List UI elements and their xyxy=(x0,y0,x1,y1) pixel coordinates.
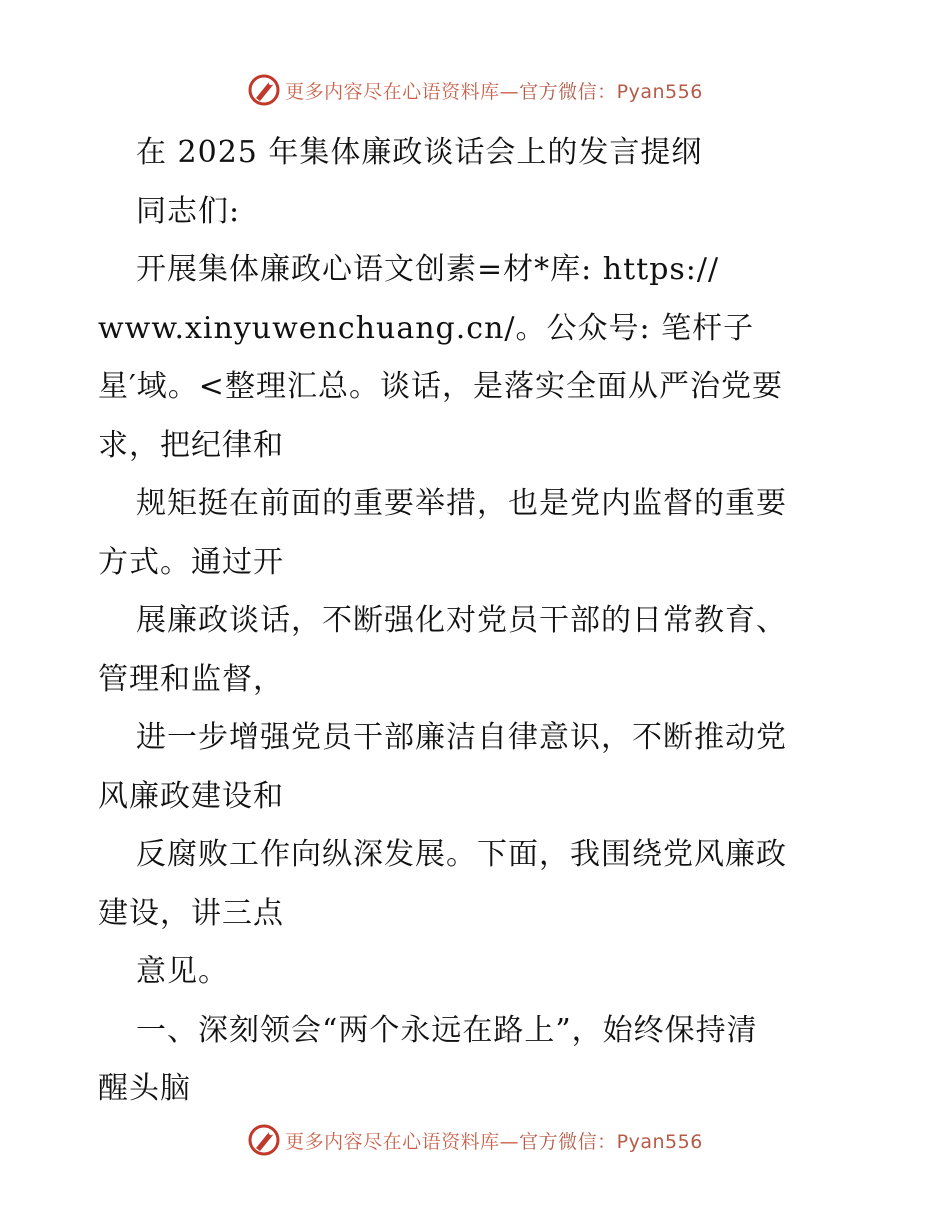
paragraph-line: 星′域。<整理汇总。谈话，是落实全面从严治党要 xyxy=(98,369,783,404)
header-banner-text xyxy=(285,77,703,104)
paragraph-line: 求，把纪律和 xyxy=(98,427,284,463)
footer-promo-text: 更多内容尽在心语资料库 xyxy=(285,1130,500,1153)
paragraph-line: 意见。 xyxy=(136,954,229,989)
pen-logo-icon xyxy=(247,1123,281,1157)
paragraph-line: 建设，讲三点 xyxy=(98,895,284,931)
paragraph-line: 开展集体廉政心语文创素=材*库: https:// xyxy=(136,252,720,287)
paragraph-line: 同志们: xyxy=(136,193,241,229)
footer-banner xyxy=(0,1118,950,1162)
paragraph-line: 进一步增强党员干部廉洁自律意识，不断推动党 xyxy=(136,720,787,755)
paragraph-line: 醒头脑 xyxy=(98,1071,191,1106)
paragraph-line: 方式。通过开 xyxy=(98,544,284,580)
section-heading: 一、深刻领会“两个永远在路上”，始终保持清 xyxy=(136,1012,758,1048)
header-separator: — xyxy=(499,80,520,103)
pen-logo-icon xyxy=(247,73,281,107)
paragraph-line: 规矩挺在前面的重要举措，也是党内监督的重要 xyxy=(136,486,787,521)
paragraph-line: 风廉政建设和 xyxy=(98,778,284,814)
paragraph-line: 反腐败工作向纵深发展。下面，我围绕党风廉政 xyxy=(136,837,787,872)
footer-separator: — xyxy=(499,1130,520,1153)
document-body xyxy=(98,124,858,1119)
footer-contact-text: 官方微信：Pyan556 xyxy=(519,1130,703,1153)
paragraph-line: 管理和监督， xyxy=(98,661,284,697)
paragraph-line: 展廉政谈话，不断强化对党员干部的日常教育、 xyxy=(136,603,787,638)
document-title: 在 2025 年集体廉政谈话会上的发言提纲 xyxy=(136,135,703,170)
paragraph-line: www.xinyuwenchuang.cn/。公众号: 笔杆子 xyxy=(98,310,755,346)
header-promo-text: 更多内容尽在心语资料库 xyxy=(285,80,500,103)
footer-banner-text xyxy=(285,1127,703,1154)
header-banner xyxy=(0,68,950,112)
header-contact-text: 官方微信：Pyan556 xyxy=(519,80,703,103)
